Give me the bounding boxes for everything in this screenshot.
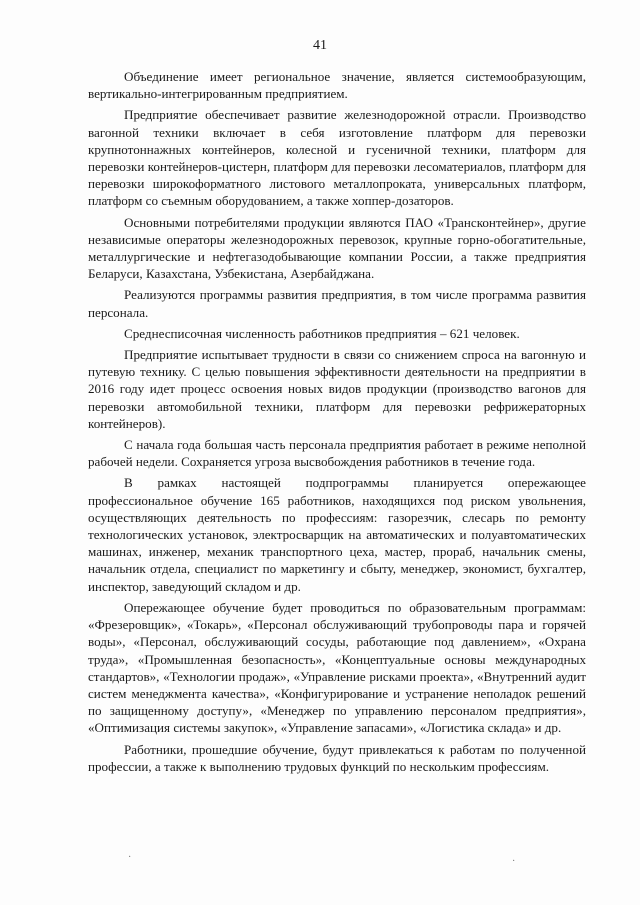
paragraph-9: Опережающее обучение будет проводиться по образовательным программам: «Фрезеровщик», «Токарь», «Персонал обслуживающий трубопроводы пара и горячей воды», «Персонал, обслуживающий сосуды, работающие под давлением», «Охрана труда», «Промышленная безопасность», «Концептуальные основы международных стандартов», «Технологии продаж», «Управление рисками проекта», «Внутренний аудит систем менеджмента качества», «Конфигурирование и устранение неполадок решений по защищенному доступу», «Менеджер по управлению персоналом предприятия», «Оптимизация системы закупок», «Управление запасами», «Логистика склада» и др. xyxy=(88,599,586,736)
paragraph-4: Реализуются программы развития предприятия, в том числе программа развития персонала. xyxy=(88,287,586,320)
body-text xyxy=(88,68,586,779)
paragraph-7: С начала года большая часть персонала предприятия работает в режиме неполной рабочей недели. Сохраняется угроза высвобождения работников в течение года. xyxy=(88,437,586,470)
paragraph-8: В рамках настоящей подпрограммы планируется опережающее профессиональное обучение 165 работников, находящихся под риском увольнения, осуществляющих деятельность по профессиям: газорезчик, слесарь по ремонту технологических установок, электросварщик на автоматических и полуавтоматических машинах, инженер, механик транспортного цеха, мастер, прораб, начальник смены, начальник отдела, специалист по маркетингу и сбыту, менеджер, экономист, бухгалтер, инспектор, заведующий складом и др. xyxy=(88,475,586,594)
paragraph-1: Объединение имеет региональное значение, является системообразующим, вертикально-интегрированным предприятием. xyxy=(88,69,586,102)
paragraph-3: Основными потребителями продукции являются ПАО «Трансконтейнер», другие независимые операторы железнодорожных перевозок, крупные горно-обогатительные, металлургические и нефтегазодобывающие компании России, а также предприятия Беларуси, Казахстана, Узбекистана, Азербайджана. xyxy=(88,214,586,282)
paragraph-2: Предприятие обеспечивает развитие железнодорожной отрасли. Производство вагонной техники включает в себя изготовление платформ для перевозки крупнотоннажных контейнеров, колесной и гусеничной техники, платформ для перевозки контейнеров-цистерн, платформ для перевозки лесоматериалов, платформ для перевозки широкоформатного листового металлопроката, универсальных платформ, платформ со съемным оборудованием, а также хоппер-дозаторов. xyxy=(88,107,586,209)
paragraph-5: Среднесписочная численность работников предприятия – 621 человек. xyxy=(124,325,520,341)
paragraph-10: Работники, прошедшие обучение, будут привлекаться к работам по полученной профессии, а также к выполнению трудовых функций по нескольким профессиям. xyxy=(88,741,586,774)
scan-speck-right: · xyxy=(512,856,516,867)
paragraph-6: Предприятие испытывает трудности в связи со снижением спроса на вагонную и путевую технику. С целью повышения эффективности деятельности на предприятии в 2016 году идет процесс освоения новых видов продукции (производство вагонов для перевозки автомобильной техники, платформ для перевозки рефрижераторных контейнеров). xyxy=(88,347,586,431)
scan-speck-left: · xyxy=(128,852,132,863)
page-number: 41 xyxy=(313,38,327,53)
